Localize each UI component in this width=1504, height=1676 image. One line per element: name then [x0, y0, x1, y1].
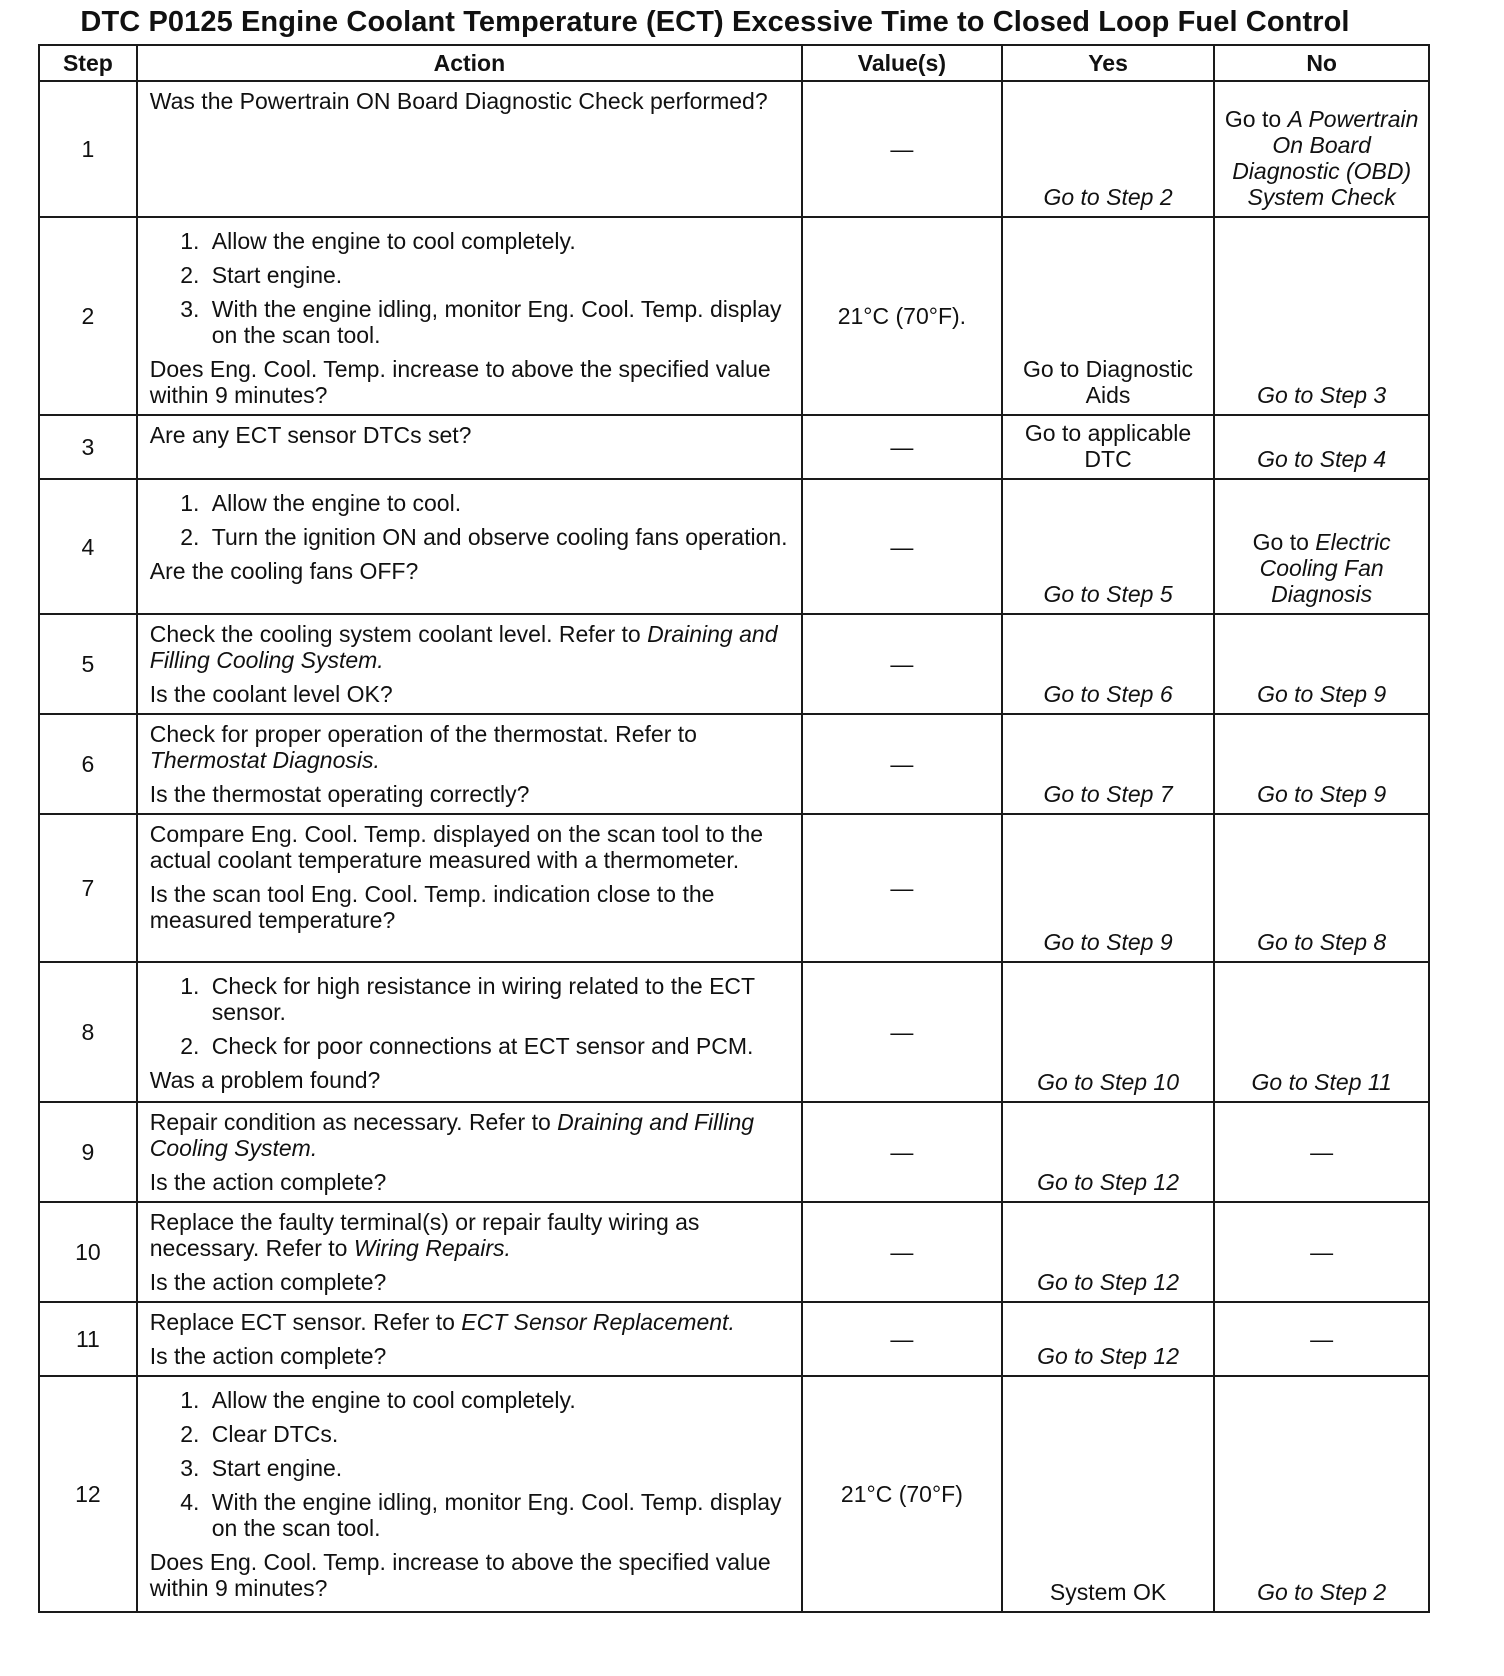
- no-cell: [1214, 1376, 1429, 1612]
- action-text: [150, 1309, 795, 1335]
- no-link[interactable]: Go to Step 3: [1257, 382, 1387, 408]
- action-cell: [137, 814, 802, 962]
- action-question: Is the thermostat operating correctly?: [149, 781, 530, 807]
- action-cell: [137, 217, 802, 415]
- action-question: Is the action complete?: [149, 1269, 387, 1295]
- table-row: [39, 1376, 1429, 1612]
- document-title: DTC P0125 Engine Coolant Temperature (ECT) Excessive Time to Closed Loop Fuel Control: [80, 6, 1350, 38]
- no-text: Go to: [1224, 106, 1288, 132]
- no-link[interactable]: Go to Step 4: [1257, 446, 1387, 472]
- no-cell: [1214, 814, 1429, 962]
- value-cell: —: [802, 714, 1002, 814]
- table-header-row: [39, 45, 1429, 81]
- yes-link[interactable]: Go to Step 9: [1043, 929, 1173, 955]
- yes-link[interactable]: Go to Step 12: [1037, 1343, 1180, 1369]
- no-cell: [1214, 415, 1429, 479]
- action-cell: [137, 479, 802, 614]
- procedure-list: [150, 490, 795, 550]
- procedure-item: 3. Start engine.: [206, 1455, 795, 1481]
- action-question: Is the coolant level OK?: [149, 681, 393, 707]
- action-cell: [137, 1376, 802, 1612]
- table-row: [39, 962, 1429, 1102]
- yes-cell: [1002, 614, 1215, 714]
- yes-link[interactable]: Go to Step 12: [1037, 1269, 1180, 1295]
- step-number: 5: [39, 614, 137, 714]
- table-row: [39, 1302, 1429, 1376]
- step-number: 2: [39, 217, 137, 415]
- procedure-list: [150, 1387, 795, 1541]
- no-cell: [1214, 81, 1429, 217]
- table-row: [39, 415, 1429, 479]
- diagnostic-table: [38, 44, 1430, 1613]
- no-cell: [1214, 1102, 1429, 1202]
- action-question: Are the cooling fans OFF?: [149, 558, 419, 584]
- no-text: Go to: [1252, 529, 1316, 555]
- procedure-item: 1. Allow the engine to cool completely.: [206, 1387, 795, 1413]
- value-cell: —: [802, 814, 1002, 962]
- yes-cell: [1002, 962, 1215, 1102]
- yes-cell: [1002, 1302, 1215, 1376]
- step-number: 9: [39, 1102, 137, 1202]
- procedure-reference[interactable]: Draining and Filling Cooling System.: [149, 621, 778, 673]
- action-text: [150, 721, 795, 773]
- action-question: Is the action complete?: [149, 1343, 387, 1369]
- no-cell: [1214, 962, 1429, 1102]
- no-cell: [1214, 1202, 1429, 1302]
- yes-text: Go to Diagnostic Aids: [1023, 356, 1194, 408]
- action-text: [150, 1109, 795, 1161]
- action-text: [150, 1209, 795, 1261]
- procedure-item: 3. With the engine idling, monitor Eng. Cool. Temp. display on the scan tool.: [206, 296, 795, 348]
- value-cell: —: [802, 1202, 1002, 1302]
- action-cell: [137, 614, 802, 714]
- action-cell: [137, 1302, 802, 1376]
- no-cell: [1214, 1302, 1429, 1376]
- yes-cell: [1002, 1102, 1215, 1202]
- procedure-reference[interactable]: ECT Sensor Replacement.: [461, 1309, 735, 1335]
- table-row: [39, 614, 1429, 714]
- header-no: No: [1214, 45, 1429, 81]
- header-yes: Yes: [1002, 45, 1215, 81]
- no-link[interactable]: Go to Step 11: [1251, 1069, 1392, 1095]
- value-cell: —: [802, 1102, 1002, 1202]
- procedure-item: 2. Start engine.: [206, 262, 795, 288]
- action-instruction: Check the cooling system coolant level. Refer to: [149, 621, 648, 647]
- yes-text: Go to applicable DTC: [1024, 420, 1192, 472]
- action-question: Was a problem found?: [149, 1067, 381, 1093]
- step-number: 3: [39, 415, 137, 479]
- value-cell: 21°C (70°F): [802, 1376, 1002, 1612]
- action-cell: [137, 81, 802, 217]
- header-step: Step: [39, 45, 137, 81]
- action-cell: [137, 962, 802, 1102]
- yes-cell: [1002, 1376, 1215, 1612]
- procedure-list: [150, 228, 795, 348]
- procedure-item: 2. Clear DTCs.: [206, 1421, 795, 1447]
- no-text: —: [1310, 1326, 1334, 1352]
- table-row: [39, 814, 1429, 962]
- table-row: [39, 714, 1429, 814]
- yes-link[interactable]: Go to Step 5: [1043, 581, 1173, 607]
- yes-cell: [1002, 479, 1215, 614]
- no-link[interactable]: Go to Step 9: [1257, 681, 1387, 707]
- step-number: 8: [39, 962, 137, 1102]
- no-cell: [1214, 714, 1429, 814]
- value-cell: —: [802, 962, 1002, 1102]
- action-cell: [137, 1102, 802, 1202]
- no-text: —: [1310, 1239, 1334, 1265]
- value-cell: —: [802, 479, 1002, 614]
- action-instruction: Check for proper operation of the thermostat. Refer to: [149, 721, 697, 747]
- action-question: Does Eng. Cool. Temp. increase to above the specified value within 9 minutes?: [149, 356, 771, 408]
- yes-text: System OK: [1049, 1579, 1167, 1605]
- yes-cell: [1002, 1202, 1215, 1302]
- yes-link[interactable]: Go to Step 12: [1037, 1169, 1180, 1195]
- yes-cell: [1002, 415, 1215, 479]
- action-cell: [137, 415, 802, 479]
- value-cell: 21°C (70°F).: [802, 217, 1002, 415]
- procedure-reference[interactable]: Draining and Filling Cooling System.: [149, 1109, 755, 1161]
- no-cell: [1214, 479, 1429, 614]
- action-instruction: Repair condition as necessary. Refer to: [149, 1109, 558, 1135]
- no-link[interactable]: Go to Step 9: [1257, 781, 1387, 807]
- procedure-item: 2. Check for poor connections at ECT sensor and PCM.: [206, 1033, 795, 1059]
- step-number: 10: [39, 1202, 137, 1302]
- action-cell: [137, 714, 802, 814]
- no-text: —: [1310, 1139, 1334, 1165]
- step-number: 4: [39, 479, 137, 614]
- action-question: Does Eng. Cool. Temp. increase to above the specified value within 9 minutes?: [149, 1549, 771, 1601]
- value-cell: —: [802, 415, 1002, 479]
- yes-cell: [1002, 81, 1215, 217]
- no-link[interactable]: A Powertrain On Board Diagnostic (OBD) System Check: [1232, 106, 1419, 210]
- action-text: [150, 621, 795, 673]
- value-cell: —: [802, 614, 1002, 714]
- procedure-item: 1. Allow the engine to cool.: [206, 490, 795, 516]
- header-values: Value(s): [802, 45, 1002, 81]
- yes-cell: [1002, 217, 1215, 415]
- procedure-item: 1. Allow the engine to cool completely.: [206, 228, 795, 254]
- action-question: Was the Powertrain ON Board Diagnostic Check performed?: [149, 88, 768, 114]
- action-question: Is the scan tool Eng. Cool. Temp. indication close to the measured temperature?: [149, 881, 715, 933]
- yes-link[interactable]: Go to Step 10: [1037, 1069, 1180, 1095]
- step-number: 6: [39, 714, 137, 814]
- action-cell: [137, 1202, 802, 1302]
- table-row: [39, 81, 1429, 217]
- table-row: [39, 1102, 1429, 1202]
- action-instruction: Replace the faulty terminal(s) or repair faulty wiring as necessary. Refer to: [149, 1209, 700, 1261]
- procedure-item: 2. Turn the ignition ON and observe cooling fans operation.: [206, 524, 795, 550]
- procedure-item: 1. Check for high resistance in wiring related to the ECT sensor.: [206, 973, 795, 1025]
- no-link[interactable]: Electric Cooling Fan Diagnosis: [1259, 529, 1391, 607]
- procedure-reference[interactable]: Thermostat Diagnosis.: [149, 747, 380, 773]
- value-cell: —: [802, 1302, 1002, 1376]
- table-row: [39, 217, 1429, 415]
- action-instruction: Replace ECT sensor. Refer to: [149, 1309, 462, 1335]
- value-cell: —: [802, 81, 1002, 217]
- no-cell: [1214, 217, 1429, 415]
- yes-cell: [1002, 814, 1215, 962]
- procedure-item: 4. With the engine idling, monitor Eng. Cool. Temp. display on the scan tool.: [206, 1489, 795, 1541]
- no-cell: [1214, 614, 1429, 714]
- action-instruction: Compare Eng. Cool. Temp. displayed on the scan tool to the actual coolant temperature measured with a thermometer.: [149, 821, 764, 873]
- no-link[interactable]: Go to Step 8: [1257, 929, 1387, 955]
- step-number: 11: [39, 1302, 137, 1376]
- yes-link[interactable]: Go to Step 2: [1043, 184, 1173, 210]
- step-number: 12: [39, 1376, 137, 1612]
- action-question: Is the action complete?: [149, 1169, 387, 1195]
- action-question: Are any ECT sensor DTCs set?: [149, 422, 472, 448]
- step-number: 7: [39, 814, 137, 962]
- step-number: 1: [39, 81, 137, 217]
- table-row: [39, 479, 1429, 614]
- yes-cell: [1002, 714, 1215, 814]
- yes-link[interactable]: Go to Step 6: [1043, 681, 1173, 707]
- yes-link[interactable]: Go to Step 7: [1043, 781, 1173, 807]
- header-action: Action: [137, 45, 802, 81]
- procedure-reference[interactable]: Wiring Repairs.: [353, 1235, 511, 1261]
- procedure-list: [150, 973, 795, 1059]
- table-row: [39, 1202, 1429, 1302]
- no-link[interactable]: Go to Step 2: [1257, 1579, 1387, 1605]
